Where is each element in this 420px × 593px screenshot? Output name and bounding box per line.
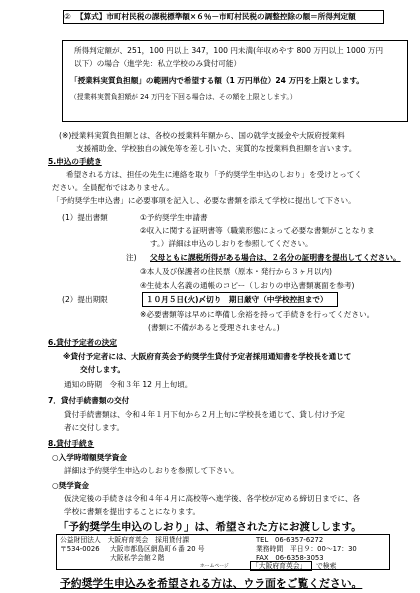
income-line-2: 以下）の場合（進学先：私立学校のみ貸付可能） [74,59,242,68]
formula-number: ② [64,12,71,21]
contact-address-1: 大阪市都島区網島町６番 20 号 [110,545,205,553]
doc-item-4: ④生徒本人名義の通帳のコピー（しおりの申込書類裏面を参考) [140,281,355,290]
formula-text: 【算式】市町村民税の課税標準額×６％－市町村民税の調整控除の額＝所得判定額 [76,12,356,21]
deadline-note-1: ※必要書類等は早めに準備し余裕を持って手続きを行ってください。 [140,310,375,319]
handbook-banner [58,520,362,534]
handbook-banner-text: 「予約奨学生申込のしおり」は、希望された方にお渡しします。 [58,521,362,533]
section-5-para-1a: 希望される方は、担任の先生に連絡を取り「予約奨学生申込のしおり」を受けとってく [66,170,362,179]
section-5-title: 5.申込の手続き [48,157,102,166]
search-term: 「大阪府育英会」 [252,562,307,570]
docs-label: (1）提出書類 [62,213,108,222]
section-7-para-1: 貸付手続書類は、令和４年１月下旬から２月上旬に学校長を通じて、貸し付け予定 [64,410,345,419]
section-5-para-2: 「予約奨学生申込書」に必要事項を記入し、必要な書類を添えて学校に提出して下さい。 [52,196,356,205]
section-5-para-1b [52,183,174,193]
doc-item-2b: す。）詳細は申込のしおりを参照してください。 [150,239,313,248]
footer-text: 予約奨学生申込みを希望される方は、ウラ面をご覧ください。 [60,577,363,590]
income-line-3: 「授業料実質負担額」の範囲内で希望する額（1 万円単位）24 万円を上限とします。 [70,76,364,85]
deadline-label: (2）提出期限 [62,295,108,304]
doc-item-2a: ②収入に関する証明書等（職業形態によって必要な書類がことなりま [140,226,375,235]
doc-item-1: ①予約奨学生申請書 [140,213,208,222]
homepage-label: ホームページ [200,564,229,569]
section-6-para-2: 交付します。 [80,365,125,374]
note-line-1: (※)授業料実質負担額とは、各校の授業料年額から、国の就学支援金や大阪府授業料 [59,131,345,140]
warning-line: 父母ともに課税所得がある場合は、２名分の証明書を提出してください。 [150,253,401,262]
contact-address-2: 大阪私学会館２階 [110,554,165,562]
contact-hours: 業務時間 平日９：00～17：30 [256,545,357,553]
sub-heading-admission-fund: ○入学時増額奨学資金 [52,453,127,462]
deadline-text: １０月５日(火)〆切り 期日厳守（中学校控担まで） [146,295,328,304]
search-suffix: で検索 [316,562,337,570]
income-line-1: 所得判定額が、251，100 円以上 347，100 円未満(年収めやす 800 万円以上 1000 万円 [74,46,384,55]
note-marker: 注) [126,253,137,262]
section-5-para-1b-text: ださい。全員配布ではありません。 [52,183,174,192]
contact-postal: 〒534-0026 [60,545,100,553]
note-line-2: 支援補助金、学校独自の減免等を差し引いた、実質的な授業料負担額を言います。 [76,144,357,153]
section-8-title: 8.貸付手続き [48,439,95,448]
section-6-para-3: 通知の時期 令和３年 12 月上旬頃。 [64,380,193,389]
sub-1-text: 詳細は予約奨学生申込のしおりを参照して下さい。 [64,466,239,475]
contact-fax: FAX 06-6358-3053 [256,554,324,562]
section-6-para-1: ※貸付予定者には、大阪府育英会予約奨学生貸付予定者採用通知書を学校長を通じて [63,352,352,361]
contact-org: 公益財団法人 大阪府育英会 採用貸付課 [60,536,190,544]
deadline-note-2: (書類に不備があると受理されません。) [148,323,280,332]
income-line-4: （授業料実質負担額が 24 万円を下回る場合は、その額を上限とします。） [70,93,297,101]
sub-heading-scholarship: ○奨学資金 [52,481,90,490]
sub-2-text-b: 学校に書類を提出することになります。 [64,507,201,516]
section-7-para-2: 者に交付します。 [64,423,125,432]
contact-tel: TEL 06-6357-6272 [256,536,324,544]
section-7-title: 7．貸付手続書類の交付 [48,396,130,405]
sub-2-text-a: 仮決定後の手続きは令和４年４月に高校等へ進学後、各学校が定める締切日までに、各 [64,494,361,503]
doc-item-3: ③本人及び保護者の住民票（原本・発行から３ヶ月以内) [140,267,333,276]
section-6-title: 6.貸付予定者の決定 [48,338,117,347]
